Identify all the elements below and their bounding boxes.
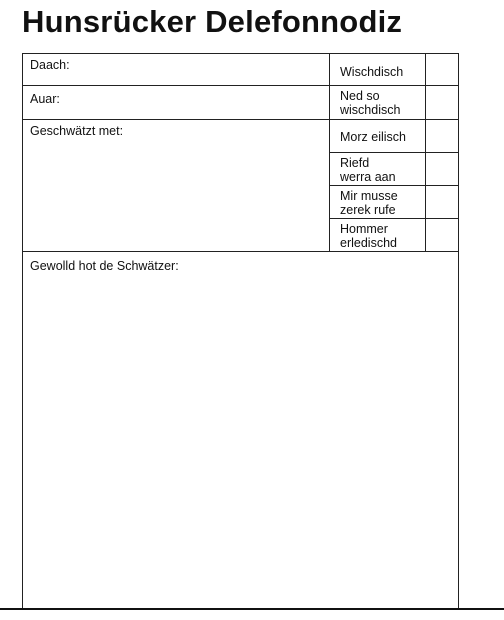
message-label: Gewolld hot de Schwätzer:: [30, 259, 179, 273]
option-label-will-call-back: Riefd werra aan: [340, 156, 396, 184]
option-label-done: Hommer erledischd: [340, 222, 397, 250]
checkbox-will-call-back[interactable]: [425, 152, 459, 185]
page-title: Hunsrücker Delefonnodiz: [22, 4, 403, 39]
column-divider: [329, 53, 330, 251]
checkbox-urgent[interactable]: [425, 53, 459, 85]
date-label: Daach:: [30, 58, 70, 72]
checkbox-very-urgent[interactable]: [425, 119, 459, 152]
row-divider: [22, 251, 459, 252]
checkbox-please-call-back[interactable]: [425, 185, 459, 218]
row-divider: [22, 85, 329, 86]
option-label-urgent: Wischdisch: [340, 65, 404, 79]
option-label-not-urgent: Ned so wischdisch: [340, 89, 401, 117]
bottom-rule: [0, 608, 504, 610]
time-label: Auar:: [30, 92, 60, 106]
option-label-very-urgent: Morz eilisch: [340, 130, 406, 144]
row-divider: [22, 119, 329, 120]
option-label-please-call-back: Mir musse zerek rufe: [340, 189, 398, 217]
caller-label: Geschwätzt met:: [30, 124, 124, 138]
checkbox-not-urgent[interactable]: [425, 85, 459, 119]
checkbox-done[interactable]: [425, 218, 459, 251]
